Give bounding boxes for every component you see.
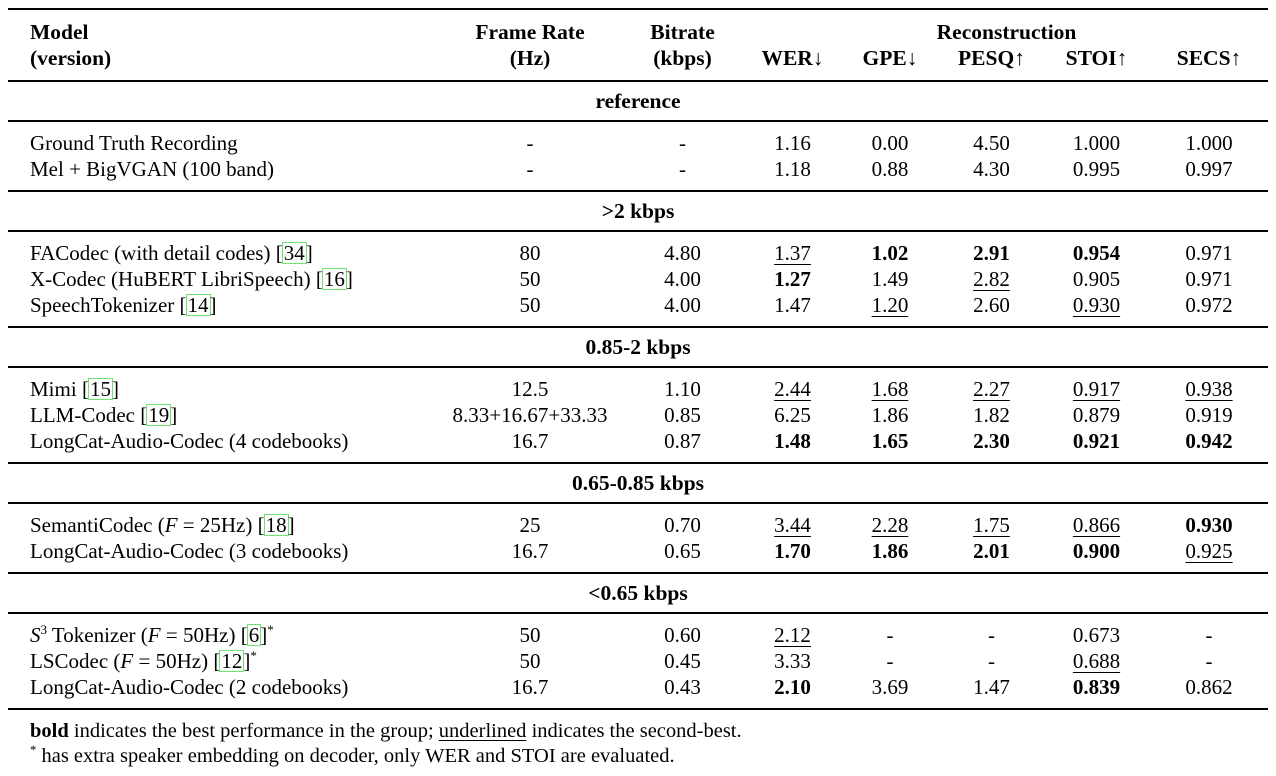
metric-value: 4.30 bbox=[973, 157, 1010, 181]
table-row bbox=[8, 402, 1268, 428]
section-header-row bbox=[8, 81, 1268, 121]
metric-value: 2.12 bbox=[774, 623, 811, 647]
section-label: <0.65 kbps bbox=[588, 581, 688, 605]
metric-value: 0.930 bbox=[1072, 293, 1121, 317]
metric-value: - bbox=[886, 649, 894, 673]
metric-value: 1.000 bbox=[1185, 131, 1233, 155]
section-header-row bbox=[8, 327, 1268, 367]
metric-value: 1.10 bbox=[664, 377, 701, 401]
table-row bbox=[8, 503, 1268, 538]
metric-value: 50 bbox=[519, 293, 541, 317]
metric-value: 16.7 bbox=[511, 429, 549, 453]
metric-value: 1.000 bbox=[1072, 131, 1121, 155]
codec-comparison-table bbox=[8, 8, 1268, 710]
metric-value: 0.938 bbox=[1185, 377, 1233, 401]
table-row bbox=[8, 648, 1268, 674]
metric-value: 0.65 bbox=[664, 539, 701, 563]
metric-value: 0.45 bbox=[664, 649, 701, 673]
section-header-row bbox=[8, 463, 1268, 503]
metric-value: 0.00 bbox=[871, 131, 909, 155]
metric-value: 8.33+16.67+33.33 bbox=[452, 403, 608, 427]
citation-link[interactable]: 18 bbox=[265, 513, 287, 537]
metric-value: 4.00 bbox=[664, 293, 701, 317]
header-frame-rate: Frame Rate bbox=[475, 20, 585, 44]
table-row bbox=[8, 292, 1268, 327]
header-frame-rate-unit: (Hz) bbox=[509, 46, 551, 70]
model-name: LongCat-Audio-Codec (2 codebooks) bbox=[30, 675, 349, 699]
metric-value: 6.25 bbox=[774, 403, 811, 427]
metric-value: 0.995 bbox=[1072, 157, 1121, 181]
metric-value: 0.917 bbox=[1072, 377, 1121, 401]
metric-value: 1.02 bbox=[871, 241, 909, 265]
metric-value: 3.69 bbox=[871, 675, 909, 699]
metric-value: - bbox=[526, 157, 534, 181]
metric-value: 0.954 bbox=[1072, 241, 1121, 265]
metric-value: 0.866 bbox=[1072, 513, 1121, 537]
model-name: X-Codec (HuBERT LibriSpeech) [16] bbox=[30, 267, 353, 291]
metric-value: 0.905 bbox=[1072, 267, 1121, 291]
metric-value: 0.88 bbox=[871, 157, 909, 181]
table-row bbox=[8, 156, 1268, 191]
metric-value: - bbox=[988, 649, 995, 673]
metric-value: - bbox=[886, 623, 894, 647]
metric-value: 0.972 bbox=[1185, 293, 1233, 317]
model-name: SemantiCodec (F = 25Hz) [18] bbox=[30, 513, 295, 537]
metric-value: 1.18 bbox=[774, 157, 811, 181]
model-name: $S^3$ Tokenizer (F = 50Hz) [6]* bbox=[30, 622, 274, 647]
table-row bbox=[8, 613, 1268, 648]
metric-value: 2.27 bbox=[973, 377, 1010, 401]
model-name: Mel + BigVGAN (100 band) bbox=[30, 157, 274, 181]
metric-value: - bbox=[1205, 623, 1213, 647]
metric-value: 0.688 bbox=[1072, 649, 1121, 673]
metric-value: 50 bbox=[519, 267, 541, 291]
table-row bbox=[8, 121, 1268, 156]
header-metric-stoi: STOI↑ bbox=[1065, 46, 1128, 70]
metric-value: 2.10 bbox=[774, 675, 811, 699]
metric-value: 1.86 bbox=[871, 403, 909, 427]
metric-value: - bbox=[526, 131, 534, 155]
metric-value: 1.70 bbox=[774, 539, 811, 563]
header-bitrate: Bitrate bbox=[650, 20, 715, 44]
table-row bbox=[8, 674, 1268, 709]
model-name: LSCodec (F = 50Hz) [12]* bbox=[30, 648, 257, 673]
metric-value: 1.68 bbox=[871, 377, 909, 401]
metric-value: 2.30 bbox=[973, 429, 1010, 453]
section-label: 0.85-2 kbps bbox=[585, 335, 691, 359]
header-metric-gpe: GPE↓ bbox=[862, 46, 918, 70]
table-row bbox=[8, 538, 1268, 573]
metric-value: 0.942 bbox=[1185, 429, 1233, 453]
metric-value: 1.65 bbox=[871, 429, 909, 453]
footnotes bbox=[8, 719, 1268, 769]
metric-value: 12.5 bbox=[511, 377, 549, 401]
header-reconstruction: Reconstruction bbox=[936, 20, 1077, 44]
model-name: LongCat-Audio-Codec (3 codebooks) bbox=[30, 539, 349, 563]
table-body bbox=[8, 81, 1268, 709]
metric-value: 0.930 bbox=[1185, 513, 1233, 537]
section-label: >2 kbps bbox=[601, 199, 675, 223]
metric-value: 2.91 bbox=[973, 241, 1010, 265]
metric-value: 4.00 bbox=[664, 267, 701, 291]
table-row bbox=[8, 367, 1268, 402]
header-metric-wer: WER↓ bbox=[761, 46, 824, 70]
citation-link[interactable]: 34 bbox=[283, 241, 305, 265]
metric-value: 0.971 bbox=[1185, 241, 1233, 265]
model-name: LongCat-Audio-Codec (4 codebooks) bbox=[30, 429, 349, 453]
section-label: reference bbox=[595, 89, 681, 113]
metric-value: 0.60 bbox=[664, 623, 701, 647]
metric-value: 3.44 bbox=[774, 513, 811, 537]
section-header-row bbox=[8, 573, 1268, 613]
table-row bbox=[8, 231, 1268, 266]
citation-link[interactable]: 16 bbox=[323, 267, 345, 291]
metric-value: 80 bbox=[519, 241, 541, 265]
metric-value: 1.48 bbox=[774, 429, 811, 453]
metric-value: 1.75 bbox=[973, 513, 1010, 537]
metric-value: 50 bbox=[519, 649, 541, 673]
metric-value: 0.921 bbox=[1072, 429, 1121, 453]
metric-value: 2.01 bbox=[973, 539, 1010, 563]
metric-value: 1.47 bbox=[774, 293, 811, 317]
model-name: LLM-Codec [19] bbox=[30, 403, 178, 427]
metric-value: 4.80 bbox=[664, 241, 701, 265]
header-bitrate-unit: (kbps) bbox=[653, 46, 712, 70]
metric-value: - bbox=[679, 157, 686, 181]
metric-value: 1.27 bbox=[774, 267, 811, 291]
header-metric-pesq: PESQ↑ bbox=[958, 46, 1025, 70]
footnote-line: * has extra speaker embedding on decoder, only WER and STOI are evaluated. bbox=[30, 743, 675, 767]
section-label: 0.65-0.85 kbps bbox=[572, 471, 705, 495]
metric-value: 1.47 bbox=[973, 675, 1010, 699]
metric-value: 0.862 bbox=[1185, 675, 1233, 699]
metric-value: 2.44 bbox=[774, 377, 811, 401]
metric-value: 1.86 bbox=[871, 539, 909, 563]
header-model-version: (version) bbox=[30, 46, 112, 70]
metric-value: - bbox=[679, 131, 686, 155]
section-header-row bbox=[8, 191, 1268, 231]
metric-value: 0.997 bbox=[1185, 157, 1233, 181]
citation-link[interactable]: 19 bbox=[148, 403, 170, 427]
table-row bbox=[8, 266, 1268, 292]
metric-value: 0.879 bbox=[1072, 403, 1121, 427]
metric-value: 0.70 bbox=[664, 513, 701, 537]
metric-value: 1.82 bbox=[973, 403, 1010, 427]
metric-value: 0.919 bbox=[1185, 403, 1233, 427]
metric-value: 0.925 bbox=[1185, 539, 1233, 563]
metric-value: 0.87 bbox=[664, 429, 701, 453]
citation-link[interactable]: 12 bbox=[221, 649, 243, 673]
metric-value: 0.900 bbox=[1072, 539, 1121, 563]
metric-value: 0.971 bbox=[1185, 267, 1233, 291]
metric-value: 1.16 bbox=[774, 131, 811, 155]
metric-value: 16.7 bbox=[511, 675, 549, 699]
model-name: FACodec (with detail codes) [34] bbox=[30, 241, 313, 265]
model-name: Mimi [15] bbox=[30, 377, 119, 401]
model-name: Ground Truth Recording bbox=[30, 131, 238, 155]
metric-value: 16.7 bbox=[511, 539, 549, 563]
metric-value: 1.49 bbox=[871, 267, 909, 291]
metric-value: 2.60 bbox=[973, 293, 1010, 317]
metric-value: 2.82 bbox=[973, 267, 1010, 291]
table-row bbox=[8, 428, 1268, 463]
metric-value: 0.673 bbox=[1072, 623, 1121, 647]
model-name: SpeechTokenizer [14] bbox=[30, 293, 217, 317]
metric-value: - bbox=[988, 623, 995, 647]
metric-value: 3.33 bbox=[774, 649, 811, 673]
metric-value: 0.839 bbox=[1072, 675, 1121, 699]
metric-value: 50 bbox=[519, 623, 541, 647]
citation-link[interactable]: 14 bbox=[187, 293, 209, 317]
header-metric-secs: SECS↑ bbox=[1176, 46, 1242, 70]
metric-value: 0.85 bbox=[664, 403, 701, 427]
header-model: Model bbox=[30, 20, 89, 44]
metric-value: 1.37 bbox=[774, 241, 811, 265]
metric-value: 4.50 bbox=[973, 131, 1010, 155]
metric-value: 0.43 bbox=[664, 675, 701, 699]
metric-value: 25 bbox=[519, 513, 541, 537]
metric-value: - bbox=[1205, 649, 1213, 673]
citation-link[interactable]: 6 bbox=[248, 623, 260, 647]
table-header bbox=[8, 9, 1268, 81]
metric-value: 2.28 bbox=[871, 513, 909, 537]
citation-link[interactable]: 15 bbox=[89, 377, 111, 401]
footnote-line: bold indicates the best performance in the group; underlined indicates the second-best. bbox=[30, 720, 742, 742]
metric-value: 1.20 bbox=[871, 293, 909, 317]
